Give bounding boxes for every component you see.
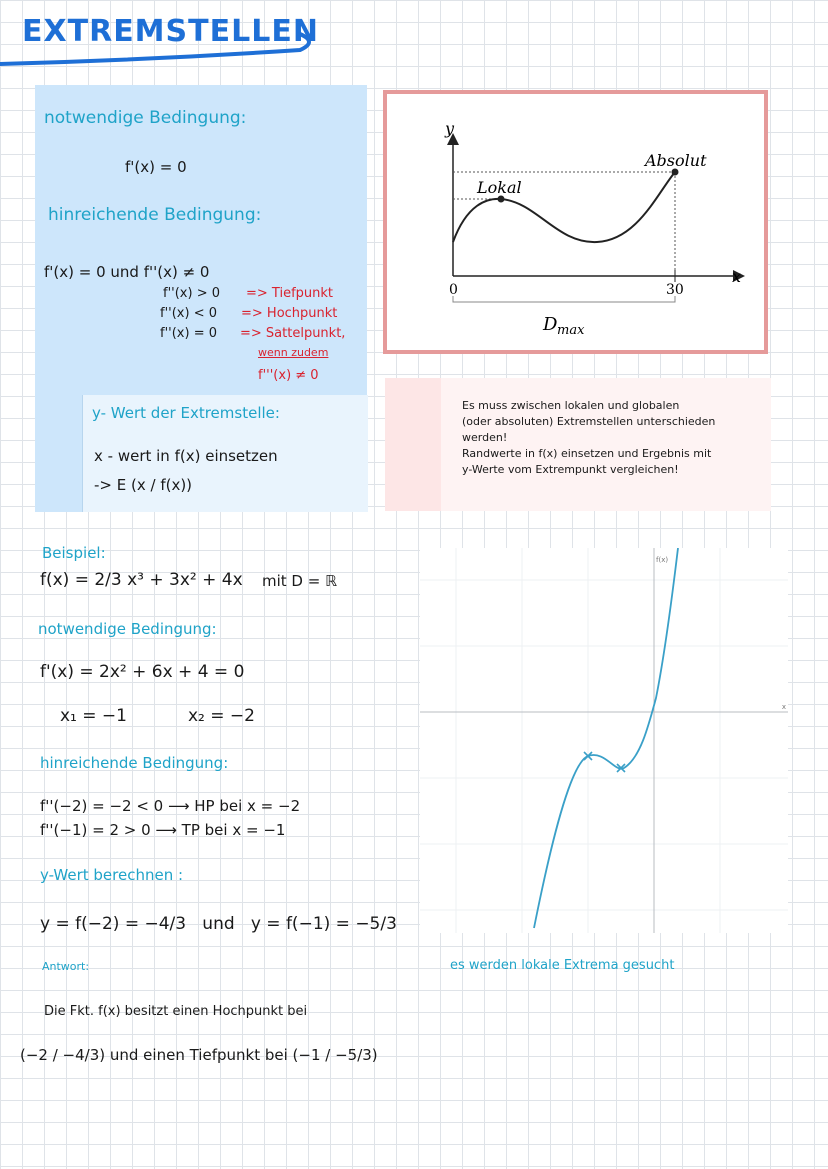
rule-sp-third: f'''(x) ≠ 0 [258,368,319,383]
function-graph-svg [420,548,788,933]
rule-sp-result: => Sattelpunkt, [240,326,346,341]
rule-sp-formula: f''(x) = 0 [160,326,217,341]
page-title: EXTREMSTELLEN [22,14,319,49]
note-line: Randwerte in f(x) einsetzen und Ergebnis mit [462,447,712,460]
example-check1: f''(−2) = −2 < 0 ⟶ HP bei x = −2 [40,797,301,815]
answer-heading: Antwort: [42,960,90,973]
example-yvalue-heading: y-Wert berechnen : [40,866,184,884]
example-domain: mit D = ℝ [262,572,337,590]
answer-line1: Die Fkt. f(x) besitzt einen Hochpunkt bei [44,1004,308,1019]
y-axis-label: y [445,119,455,138]
necessary-formula: f'(x) = 0 [125,158,187,176]
label-absolute: Absolut [645,151,707,170]
note-line: Es muss zwischen lokalen und globalen [462,399,680,412]
function-graph [420,548,788,933]
yvalue-step1: x - wert in f(x) einsetzen [94,447,278,465]
rule-hp-result: => Hochpunkt [241,306,338,321]
note-line: werden! [462,431,508,444]
example-derivative: f'(x) = 2x² + 6x + 4 = 0 [40,662,245,682]
example-x1: x₁ = −1 [60,706,127,726]
label-local: Lokal [477,178,522,197]
rule-tp-formula: f''(x) > 0 [163,286,220,301]
note-line: y-Werte vom Extrempunkt vergleichen! [462,463,679,476]
sufficient-formula: f'(x) = 0 und f''(x) ≠ 0 [44,263,210,281]
rule-tp-result: => Tiefpunkt [246,286,334,301]
tick-zero: 0 [449,282,458,298]
necessary-heading: notwendige Bedingung: [44,108,247,128]
domain-label: D [543,314,558,335]
example-yvalues: y = f(−2) = −4/3 und y = f(−1) = −5/3 [40,914,397,934]
graph-note: es werden lokale Extrema gesucht [450,958,675,973]
example-check2: f''(−1) = 2 > 0 ⟶ TP bei x = −1 [40,821,286,839]
example-sufficient-heading: hinreichende Bedingung: [40,754,229,772]
rule-sp-extra: wenn zudem [258,346,329,359]
example-function: f(x) = 2/3 x³ + 3x² + 4x [40,570,243,590]
graph-x-label: x [781,703,786,711]
extrema-figure [383,90,768,354]
x-axis-label: x [732,267,742,286]
domain-bracket [453,296,675,302]
extrema-figure-svg [387,94,764,350]
title-underline [0,30,330,70]
answer-line2: (−2 / −4/3) und einen Tiefpunkt bei (−1 / −5/3) [20,1046,378,1064]
note-line: (oder absoluten) Extremstellen unterschieden [462,415,716,428]
sufficient-heading: hinreichende Bedingung: [48,205,262,225]
rule-hp-formula: f''(x) < 0 [160,306,217,321]
yvalue-heading: y- Wert der Extremstelle: [92,404,280,422]
example-x2: x₂ = −2 [188,706,255,726]
example-heading: Beispiel: [42,544,106,562]
domain-sub: max [557,323,585,338]
note-text [462,398,715,478]
example-necessary-heading: notwendige Bedingung: [38,620,217,638]
yvalue-step2: -> E (x / f(x)) [94,476,193,494]
graph-curve [534,548,678,928]
graph-y-label: f(x) [656,556,669,564]
tick-thirty: 30 [666,282,684,298]
